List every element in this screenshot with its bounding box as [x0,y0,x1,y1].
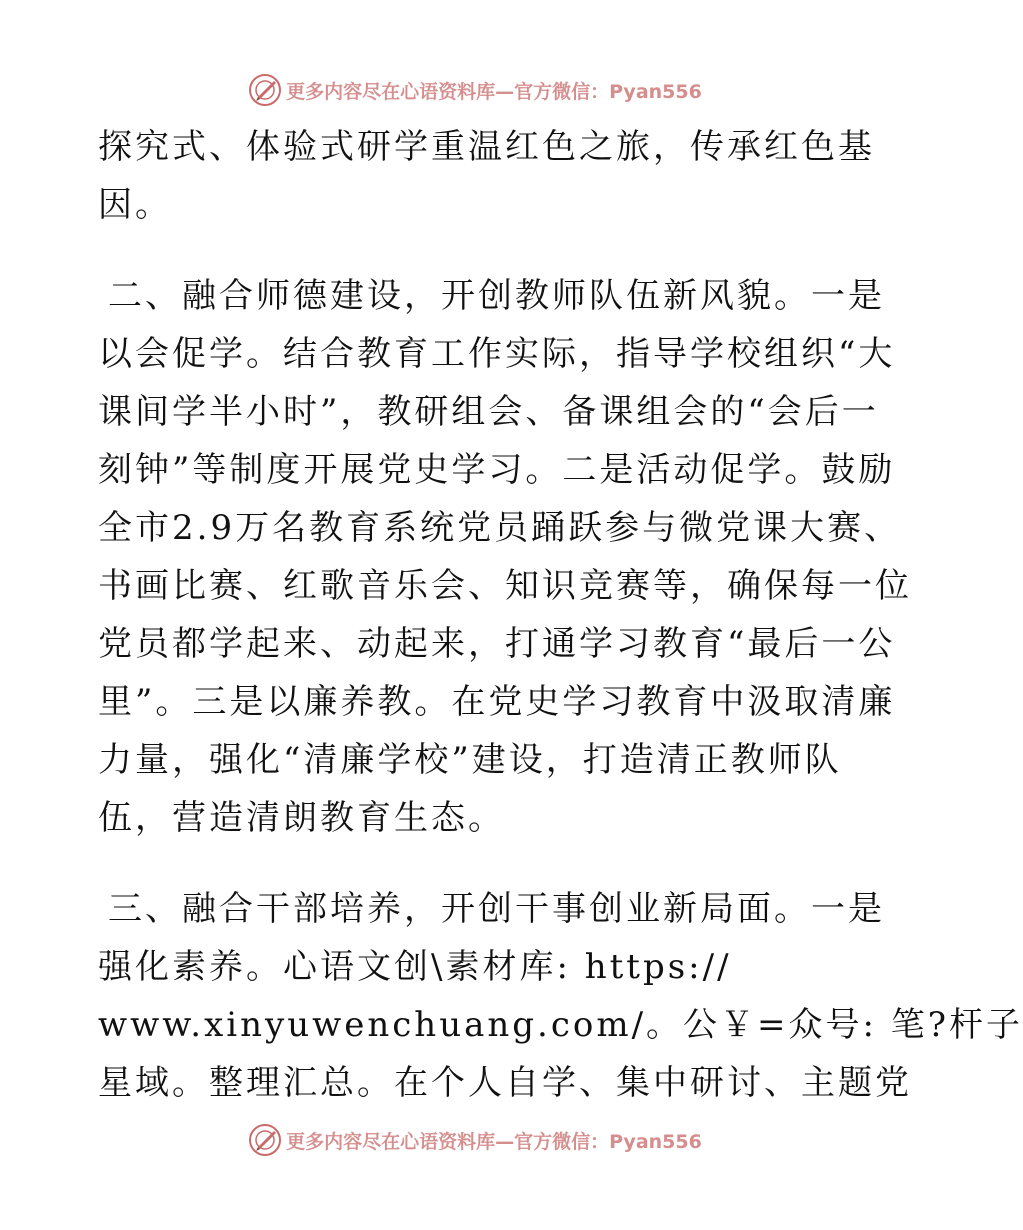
header-watermark [0,70,950,110]
brand-logo-icon [248,1123,282,1157]
text-line: 里”。三是以廉养教。在党史学习教育中汲取清廉 [98,682,896,722]
paragraph-1 [98,118,875,234]
text-line: 探究式、体验式研学重温红色之旅，传承红色基 [98,127,875,167]
text-line: www.xinyuwenchuang.com/。公￥=众号: 笔?杆子 [98,1005,1023,1045]
text-line: 二、融合师德建设，开创教师队伍新风貌。一是 [108,276,885,316]
header-watermark-text: 更多内容尽在心语资料库—官方微信：Pyan556 [286,80,702,103]
footer-watermark [0,1120,950,1160]
text-line: 三、融合干部培养，开创干事创业新局面。一是 [108,889,885,929]
paragraph-3 [98,880,1023,1112]
text-line: 书画比赛、红歌音乐会、知识竞赛等，确保每一位 [98,566,912,606]
text-line: 星域。整理汇总。在个人自学、集中研讨、主题党 [98,1063,912,1103]
footer-watermark-text: 更多内容尽在心语资料库—官方微信：Pyan556 [286,1130,702,1153]
text-line: 课间学半小时”，教研组会、备课组会的“会后一 [98,392,879,432]
text-line: 以会促学。结合教育工作实际，指导学校组织“大 [98,334,896,374]
text-line: 全市2.9万名教育系统党员踊跃参与微党课大赛、 [98,508,902,548]
text-line: 刻钟”等制度开展党史学习。二是活动促学。鼓励 [98,450,896,490]
document-body [98,118,1023,1112]
text-line: 党员都学起来、动起来，打通学习教育“最后一公 [98,624,896,664]
text-line: 强化素养。心语文创\素材库: https:// [98,947,732,987]
text-line: 因。 [98,185,172,225]
brand-logo-icon [248,73,282,107]
text-line: 力量，强化“清廉学校”建设，打造清正教师队 [98,740,842,780]
paragraph-2 [98,267,912,847]
text-line: 伍，营造清朗教育生态。 [98,798,505,838]
